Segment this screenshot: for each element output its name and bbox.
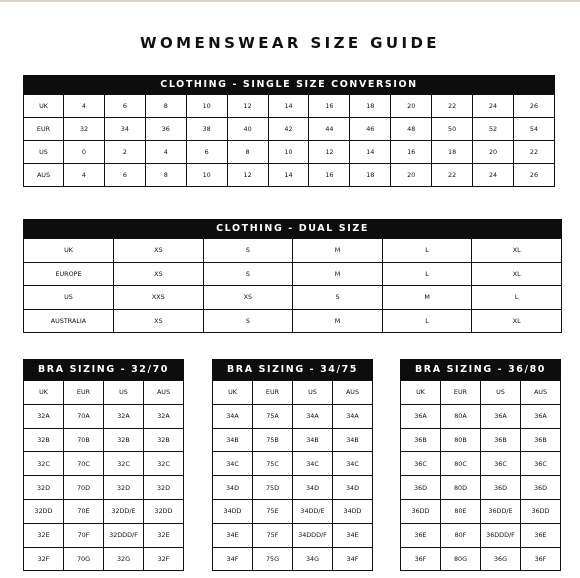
table-cell: 16 [391, 141, 432, 164]
table-cell: 75G [253, 547, 293, 571]
bra-table [212, 380, 373, 571]
table-row [24, 164, 555, 187]
table-cell: 32F [144, 547, 184, 571]
table-cell: 0 [64, 141, 105, 164]
row-label-cell: 36F [401, 547, 441, 571]
row-label-cell: 32F [24, 547, 64, 571]
table-cell: 36D [481, 476, 521, 500]
table-cell: 32D [104, 476, 144, 500]
row-label-cell: UK [24, 95, 64, 118]
dual-size-table-header: CLOTHING - DUAL SIZE [23, 219, 562, 238]
table-cell: 32DD [144, 499, 184, 523]
table-cell: 12 [309, 141, 350, 164]
table-cell: 14 [268, 95, 309, 118]
table-cell: 80E [441, 499, 481, 523]
table-row [24, 499, 184, 523]
table-cell: 20 [391, 164, 432, 187]
table-cell: 18 [432, 141, 473, 164]
table-cell: 75E [253, 499, 293, 523]
table-row [24, 141, 555, 164]
table-row [213, 381, 373, 405]
table-cell: 6 [104, 164, 145, 187]
table-cell: 32A [144, 404, 184, 428]
table-cell: 34A [293, 404, 333, 428]
table-cell: 32E [144, 523, 184, 547]
row-label-cell: 32B [24, 428, 64, 452]
row-label-cell: US [24, 141, 64, 164]
table-cell: 26 [513, 95, 554, 118]
table-cell: 32DD/E [104, 499, 144, 523]
table-cell: 6 [104, 95, 145, 118]
single-size-table-header: CLOTHING - SINGLE SIZE CONVERSION [23, 75, 555, 94]
row-label-cell: 36E [401, 523, 441, 547]
row-label-cell: 32DD [24, 499, 64, 523]
table-cell: US [481, 381, 521, 405]
table-cell: 22 [432, 164, 473, 187]
table-cell: XL [472, 262, 562, 286]
table-cell: 34A [333, 404, 373, 428]
table-cell: 70C [64, 452, 104, 476]
table-cell: 20 [391, 95, 432, 118]
table-cell: 32G [104, 547, 144, 571]
table-cell: 32 [64, 118, 105, 141]
table-cell: 42 [268, 118, 309, 141]
table-cell: 70A [64, 404, 104, 428]
table-row [213, 476, 373, 500]
row-label-cell: 36A [401, 404, 441, 428]
table-cell: 22 [432, 95, 473, 118]
table-cell: 80A [441, 404, 481, 428]
table-cell: XS [114, 239, 204, 263]
table-cell: 36G [481, 547, 521, 571]
table-row [24, 523, 184, 547]
table-cell: M [293, 309, 383, 333]
table-row [401, 547, 561, 571]
table-cell: US [104, 381, 144, 405]
table-cell: 18 [350, 164, 391, 187]
table-row [24, 262, 562, 286]
bra-table-block-1 [23, 359, 184, 571]
table-cell: 34E [333, 523, 373, 547]
table-cell: 32B [144, 428, 184, 452]
table-row [24, 239, 562, 263]
table-cell: 36E [521, 523, 561, 547]
table-cell: 75C [253, 452, 293, 476]
row-label-cell: EUR [24, 118, 64, 141]
top-divider [0, 0, 580, 2]
row-label-cell: 36D [401, 476, 441, 500]
table-cell: 48 [391, 118, 432, 141]
row-label-cell: 36C [401, 452, 441, 476]
table-cell: 12 [227, 95, 268, 118]
table-cell: 10 [186, 95, 227, 118]
row-label-cell: UK [24, 239, 114, 263]
table-cell: 16 [309, 95, 350, 118]
table-row [24, 428, 184, 452]
table-cell: 36F [521, 547, 561, 571]
table-cell: 14 [350, 141, 391, 164]
table-cell: XXS [114, 286, 204, 310]
table-cell: 4 [145, 141, 186, 164]
table-cell: 8 [227, 141, 268, 164]
table-cell: 36DD [521, 499, 561, 523]
table-cell: S [203, 239, 293, 263]
table-cell: 32C [104, 452, 144, 476]
bra-table-header: BRA SIZING - 32/70 [23, 359, 184, 380]
row-label-cell: 32C [24, 452, 64, 476]
table-cell: 50 [432, 118, 473, 141]
table-cell: 14 [268, 164, 309, 187]
bra-table-header: BRA SIZING - 36/80 [400, 359, 561, 380]
table-cell: M [293, 262, 383, 286]
table-cell: AUS [521, 381, 561, 405]
table-cell: 38 [186, 118, 227, 141]
table-row [213, 428, 373, 452]
table-cell: M [382, 286, 472, 310]
bra-table-block-3 [400, 359, 561, 571]
table-cell: 36D [521, 476, 561, 500]
table-cell: 32B [104, 428, 144, 452]
table-cell: XS [114, 309, 204, 333]
table-row [213, 404, 373, 428]
bra-table-header: BRA SIZING - 34/75 [212, 359, 373, 380]
table-cell: 34 [104, 118, 145, 141]
table-cell: 36C [481, 452, 521, 476]
row-label-cell: UK [24, 381, 64, 405]
table-cell: 34DDD/F [293, 523, 333, 547]
table-cell: 10 [186, 164, 227, 187]
table-cell: XS [203, 286, 293, 310]
table-cell: 36A [481, 404, 521, 428]
table-cell: 8 [145, 164, 186, 187]
table-cell: XS [114, 262, 204, 286]
row-label-cell: 32D [24, 476, 64, 500]
table-cell: 52 [473, 118, 514, 141]
table-cell: 75A [253, 404, 293, 428]
table-cell: 34D [333, 476, 373, 500]
table-cell: 34C [293, 452, 333, 476]
table-cell: 70B [64, 428, 104, 452]
single-size-table [23, 94, 555, 187]
table-row [24, 309, 562, 333]
table-cell: S [203, 309, 293, 333]
table-cell: 36B [521, 428, 561, 452]
table-row [24, 476, 184, 500]
dual-size-table [23, 238, 562, 333]
dual-size-table-block [23, 219, 562, 333]
row-label-cell: 34B [213, 428, 253, 452]
table-cell: AUS [333, 381, 373, 405]
table-cell: 80F [441, 523, 481, 547]
table-cell: 20 [473, 141, 514, 164]
row-label-cell: UK [401, 381, 441, 405]
table-cell: 70D [64, 476, 104, 500]
table-cell: 75F [253, 523, 293, 547]
table-cell: XL [472, 239, 562, 263]
table-cell: 75B [253, 428, 293, 452]
table-cell: 80D [441, 476, 481, 500]
row-label-cell: 34F [213, 547, 253, 571]
bra-table [23, 380, 184, 571]
table-row [401, 523, 561, 547]
table-cell: M [293, 239, 383, 263]
table-row [24, 286, 562, 310]
table-cell: L [472, 286, 562, 310]
table-cell: 34DD/E [293, 499, 333, 523]
row-label-cell: 32A [24, 404, 64, 428]
table-cell: AUS [144, 381, 184, 405]
table-row [401, 381, 561, 405]
table-cell: 36A [521, 404, 561, 428]
table-cell: XL [472, 309, 562, 333]
table-row [24, 381, 184, 405]
table-cell: 80B [441, 428, 481, 452]
table-cell: 4 [64, 95, 105, 118]
row-label-cell: US [24, 286, 114, 310]
table-cell: 8 [145, 95, 186, 118]
table-cell: L [382, 309, 472, 333]
row-label-cell: 34D [213, 476, 253, 500]
table-cell: L [382, 262, 472, 286]
table-cell: L [382, 239, 472, 263]
table-cell: 24 [473, 164, 514, 187]
table-cell: 32D [144, 476, 184, 500]
table-row [401, 452, 561, 476]
bra-table [400, 380, 561, 571]
table-cell: 36B [481, 428, 521, 452]
table-cell: 32A [104, 404, 144, 428]
table-cell: US [293, 381, 333, 405]
table-cell: 18 [350, 95, 391, 118]
table-cell: 75D [253, 476, 293, 500]
table-cell: 36C [521, 452, 561, 476]
table-row [213, 499, 373, 523]
table-cell: 4 [64, 164, 105, 187]
table-cell: 24 [473, 95, 514, 118]
table-row [24, 404, 184, 428]
single-size-table-block [23, 75, 555, 187]
table-cell: 46 [350, 118, 391, 141]
table-cell: S [203, 262, 293, 286]
table-cell: 34B [293, 428, 333, 452]
table-cell: 16 [309, 164, 350, 187]
table-cell: 44 [309, 118, 350, 141]
table-cell: 26 [513, 164, 554, 187]
table-cell: 10 [268, 141, 309, 164]
table-cell: 70G [64, 547, 104, 571]
table-cell: 36DDD/F [481, 523, 521, 547]
table-cell: 70E [64, 499, 104, 523]
table-row [213, 523, 373, 547]
table-cell: 54 [513, 118, 554, 141]
table-cell: 32C [144, 452, 184, 476]
table-row [24, 95, 555, 118]
row-label-cell: AUSTRALIA [24, 309, 114, 333]
row-label-cell: 34C [213, 452, 253, 476]
table-cell: S [293, 286, 383, 310]
table-cell: 12 [227, 164, 268, 187]
table-cell: 34F [333, 547, 373, 571]
table-row [24, 547, 184, 571]
table-cell: 80C [441, 452, 481, 476]
table-cell: 36DD/E [481, 499, 521, 523]
row-label-cell: 36B [401, 428, 441, 452]
table-cell: 34C [333, 452, 373, 476]
table-cell: EUR [253, 381, 293, 405]
row-label-cell: UK [213, 381, 253, 405]
row-label-cell: EUROPE [24, 262, 114, 286]
table-cell: 36 [145, 118, 186, 141]
table-cell: 34D [293, 476, 333, 500]
table-row [401, 499, 561, 523]
bra-table-block-2 [212, 359, 373, 571]
page-title: WOMENSWEAR SIZE GUIDE [140, 34, 440, 52]
table-cell: 6 [186, 141, 227, 164]
table-cell: 80G [441, 547, 481, 571]
row-label-cell: 36DD [401, 499, 441, 523]
table-cell: 40 [227, 118, 268, 141]
table-cell: 34G [293, 547, 333, 571]
table-cell: 34DD [333, 499, 373, 523]
table-row [401, 404, 561, 428]
table-cell: 34B [333, 428, 373, 452]
table-cell: 70F [64, 523, 104, 547]
row-label-cell: 32E [24, 523, 64, 547]
row-label-cell: 34DD [213, 499, 253, 523]
table-row [401, 476, 561, 500]
table-cell: 2 [104, 141, 145, 164]
row-label-cell: 34A [213, 404, 253, 428]
row-label-cell: AUS [24, 164, 64, 187]
table-row [24, 118, 555, 141]
table-row [213, 452, 373, 476]
table-cell: 32DDD/F [104, 523, 144, 547]
table-cell: EUR [441, 381, 481, 405]
table-row [213, 547, 373, 571]
table-row [401, 428, 561, 452]
table-row [24, 452, 184, 476]
row-label-cell: 34E [213, 523, 253, 547]
table-cell: 22 [513, 141, 554, 164]
table-cell: EUR [64, 381, 104, 405]
